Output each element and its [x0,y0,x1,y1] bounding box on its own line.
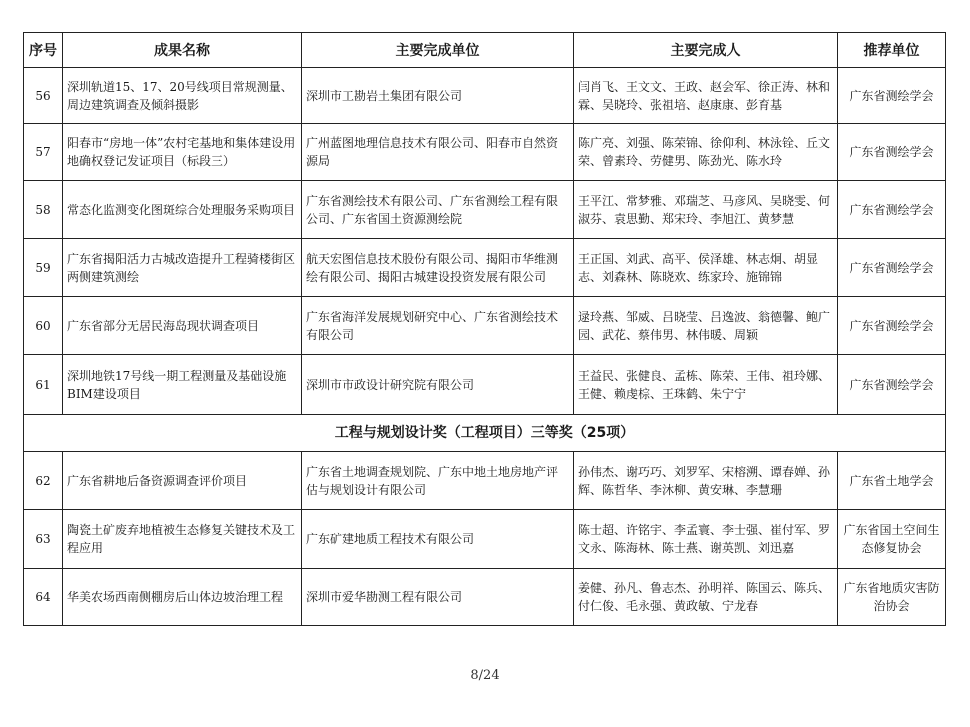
row-recommender: 广东省土地学会 [838,452,946,510]
table-header-row [24,33,946,68]
row-people: 逯玲燕、邹威、吕晓莹、吕逸波、翁德馨、鲍广园、武花、蔡伟男、林伟暖、周颖 [574,297,838,355]
row-unit: 深圳市工勘岩土集团有限公司 [302,68,574,124]
row-name: 深圳地铁17号线一期工程测量及基础设施BIM建设项目 [63,355,302,415]
table-row [24,510,946,569]
table-row [24,452,946,510]
row-name: 阳春市“房地一体”农村宅基地和集体建设用地确权登记发证项目（标段三） [63,124,302,181]
row-seq: 64 [24,569,63,626]
row-people: 王平江、常梦雅、邓瑞芝、马彦风、吴晓雯、何淑芬、袁思勤、郑宋玲、李旭江、黄梦慧 [574,181,838,239]
row-people: 孙伟杰、谢巧巧、刘罗军、宋榕溯、谭春婵、孙辉、陈哲华、李沐柳、黄安琳、李慧珊 [574,452,838,510]
row-people: 陈士超、许铭宇、李孟寰、李士强、崔付军、罗文永、陈海林、陈士燕、谢英凯、刘迅嘉 [574,510,838,569]
row-unit: 航天宏图信息技术股份有限公司、揭阳市华维测绘有限公司、揭阳古城建设投资发展有限公司 [302,239,574,297]
row-seq: 60 [24,297,63,355]
row-people: 陈广亮、刘强、陈荣锦、徐仰利、林泳铨、丘文荣、曾素玲、劳健男、陈劲光、陈水玲 [574,124,838,181]
header-name: 成果名称 [63,33,302,68]
table-row [24,239,946,297]
row-seq: 63 [24,510,63,569]
row-name: 广东省部分无居民海岛现状调查项目 [63,297,302,355]
table-row [24,297,946,355]
row-seq: 59 [24,239,63,297]
row-recommender: 广东省测绘学会 [838,297,946,355]
page-number: 8/24 [470,668,500,683]
row-name: 广东省揭阳活力古城改造提升工程骑楼街区两侧建筑测绘 [63,239,302,297]
row-people: 姜健、孙凡、鲁志杰、孙明祥、陈国云、陈兵、付仁俊、毛永强、黄政敏、宁龙春 [574,569,838,626]
row-name: 陶瓷土矿废弃地植被生态修复关键技术及工程应用 [63,510,302,569]
row-people: 闫肖飞、王文文、王政、赵会军、徐正涛、林和霖、吴晓玲、张祖培、赵康康、彭育基 [574,68,838,124]
row-unit: 深圳市市政设计研究院有限公司 [302,355,574,415]
row-seq: 58 [24,181,63,239]
row-unit: 广东省测绘技术有限公司、广东省测绘工程有限公司、广东省国土资源测绘院 [302,181,574,239]
row-people: 王益民、张健良、孟栋、陈荣、王伟、祖玲娜、王健、赖虔棕、王珠鹤、朱宁宁 [574,355,838,415]
row-recommender: 广东省地质灾害防治协会 [838,569,946,626]
awards-table [23,32,946,626]
header-unit: 主要完成单位 [302,33,574,68]
header-recommender: 推荐单位 [838,33,946,68]
row-people: 王正国、刘武、高平、侯泽雄、林志炯、胡显志、刘森林、陈晓欢、练家玲、施锦锦 [574,239,838,297]
table-row [24,569,946,626]
section-title: 工程与规划设计奖（工程项目）三等奖（25项） [24,415,946,452]
row-name: 深圳轨道15、17、20号线项目常规测量、周边建筑调查及倾斜摄影 [63,68,302,124]
header-seq: 序号 [24,33,63,68]
row-recommender: 广东省测绘学会 [838,181,946,239]
row-recommender: 广东省测绘学会 [838,124,946,181]
row-recommender: 广东省测绘学会 [838,68,946,124]
row-seq: 57 [24,124,63,181]
section-heading-row [24,415,946,452]
row-seq: 61 [24,355,63,415]
row-recommender: 广东省测绘学会 [838,355,946,415]
row-name: 常态化监测变化图斑综合处理服务采购项目 [63,181,302,239]
table-row [24,68,946,124]
row-unit: 广州蓝图地理信息技术有限公司、阳春市自然资源局 [302,124,574,181]
header-people: 主要完成人 [574,33,838,68]
row-unit: 深圳市爱华勘测工程有限公司 [302,569,574,626]
table-row [24,355,946,415]
row-name: 华美农场西南侧棚房后山体边坡治理工程 [63,569,302,626]
row-unit: 广东省海洋发展规划研究中心、广东省测绘技术有限公司 [302,297,574,355]
row-recommender: 广东省国土空间生态修复协会 [838,510,946,569]
row-unit: 广东矿建地质工程技术有限公司 [302,510,574,569]
row-seq: 62 [24,452,63,510]
table-row [24,124,946,181]
row-name: 广东省耕地后备资源调查评价项目 [63,452,302,510]
row-recommender: 广东省测绘学会 [838,239,946,297]
row-seq: 56 [24,68,63,124]
row-unit: 广东省土地调查规划院、广东中地土地房地产评估与规划设计有限公司 [302,452,574,510]
table-row [24,181,946,239]
